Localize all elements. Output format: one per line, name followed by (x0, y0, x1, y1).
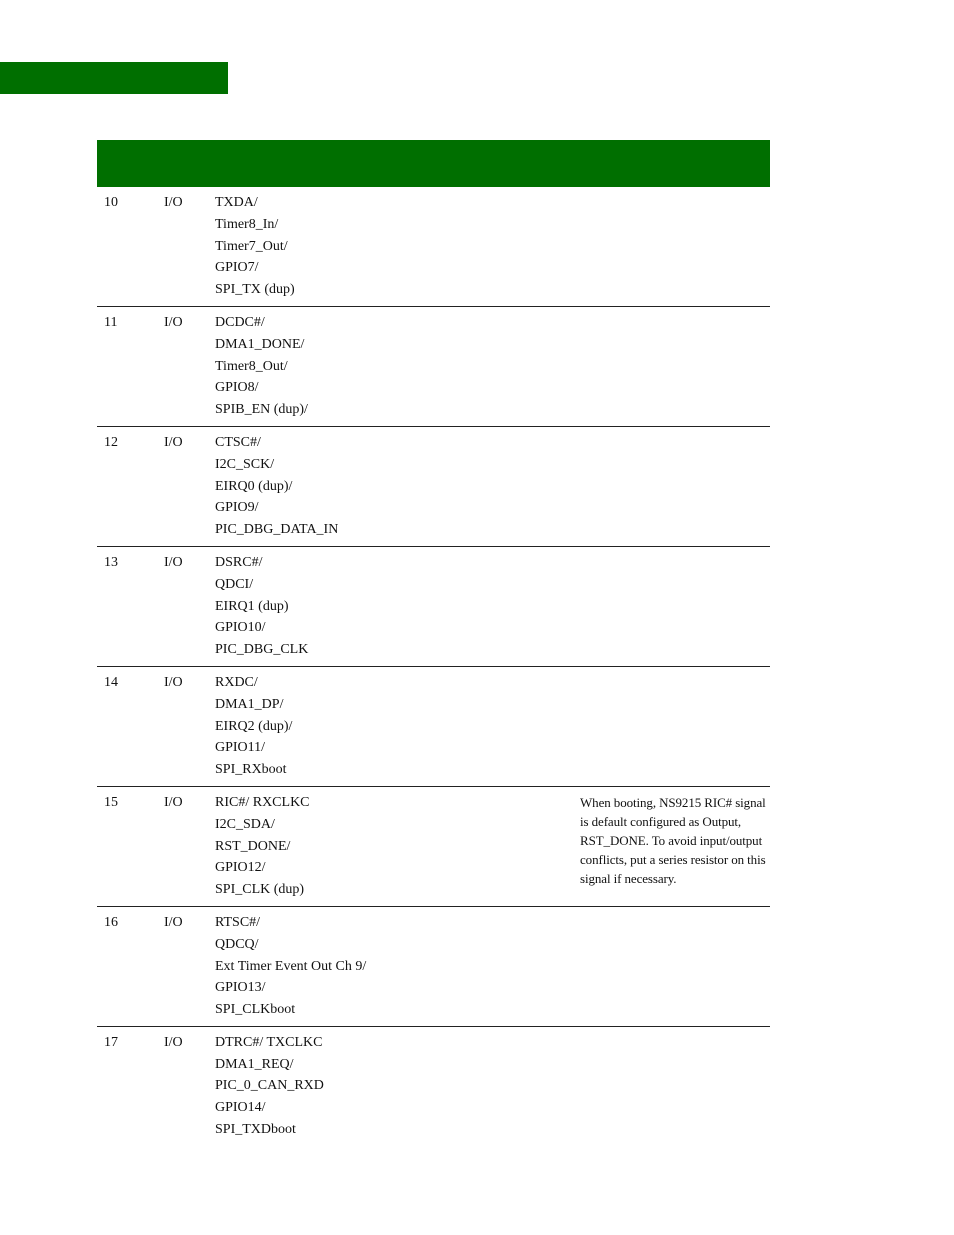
pin-io-type: I/O (164, 914, 183, 930)
signal-list (215, 672, 555, 781)
signal-name: Timer7_Out/ (215, 238, 288, 254)
signal-list (215, 912, 555, 1021)
pin-io-type: I/O (164, 434, 183, 450)
pin-number: 15 (104, 794, 118, 810)
signal-name: RTSC#/ (215, 914, 261, 930)
pin-number: 17 (104, 1034, 118, 1050)
signal-name: GPIO7/ (215, 260, 259, 276)
pin-number: 16 (104, 914, 118, 930)
table-body (97, 187, 770, 1146)
signal-name: RST_DONE/ (215, 838, 291, 854)
signal-list (215, 192, 555, 301)
signal-name: PIC_DBG_CLK (215, 642, 309, 658)
signal-name: DMA1_DONE/ (215, 336, 305, 352)
signal-name: I2C_SCK/ (215, 456, 275, 472)
signal-list (215, 552, 555, 661)
signal-name: GPIO11/ (215, 740, 266, 756)
signal-list (215, 432, 555, 541)
signal-name: SPI_RXboot (215, 762, 287, 778)
signal-name: CTSC#/ (215, 434, 261, 450)
pin-number: 13 (104, 554, 118, 570)
signal-name: Timer8_Out/ (215, 358, 288, 374)
signal-name: TXDA/ (215, 195, 258, 210)
signal-name: DSRC#/ (215, 554, 263, 570)
signal-name: RIC#/ RXCLKC (215, 794, 310, 810)
pin-number: 12 (104, 434, 118, 450)
signal-name: GPIO8/ (215, 380, 259, 396)
table-row (97, 547, 770, 667)
signal-name: QDCI/ (215, 576, 254, 592)
signal-name: GPIO9/ (215, 500, 259, 516)
signal-name: SPIB_EN (dup)/ (215, 402, 308, 418)
pin-number: 11 (104, 314, 118, 330)
table-row (97, 187, 770, 307)
signal-name: I2C_SDA/ (215, 816, 275, 832)
signal-name: DCDC#/ (215, 314, 265, 330)
pin-io-type: I/O (164, 195, 183, 210)
pin-note: When booting, NS9215 RIC# signal is default configured as Output, RST_DONE. To avoid input/output conflicts, put a series resistor on this signal if necessary. (580, 794, 766, 886)
table-row (97, 907, 770, 1027)
signal-list (215, 792, 555, 901)
signal-name: EIRQ2 (dup)/ (215, 718, 293, 734)
signal-name: SPI_TXDboot (215, 1122, 296, 1138)
pin-number: 14 (104, 674, 118, 690)
signal-name: GPIO14/ (215, 1100, 266, 1116)
signal-name: PIC_0_CAN_RXD (215, 1078, 324, 1094)
signal-name: GPIO12/ (215, 860, 266, 876)
pin-io-type: I/O (164, 1034, 183, 1050)
signal-name: Timer8_In/ (215, 216, 279, 232)
pin-io-type: I/O (164, 314, 183, 330)
table-row (97, 667, 770, 787)
signal-name: DMA1_REQ/ (215, 1056, 294, 1072)
table-row (97, 1027, 770, 1146)
pin-io-type: I/O (164, 674, 183, 690)
table-header-bar (97, 140, 770, 187)
signal-name: PIC_DBG_DATA_IN (215, 522, 339, 538)
signal-list (215, 312, 555, 421)
signal-name: QDCQ/ (215, 936, 259, 952)
signal-name: RXDC/ (215, 674, 258, 690)
pin-io-type: I/O (164, 554, 183, 570)
signal-name: SPI_TX (dup) (215, 282, 295, 298)
pin-number: 10 (104, 195, 118, 210)
signal-name: SPI_CLKboot (215, 1002, 296, 1018)
signal-name: DTRC#/ TXCLKC (215, 1034, 323, 1050)
signal-name: GPIO13/ (215, 980, 266, 996)
pin-io-type: I/O (164, 794, 183, 810)
table-row (97, 787, 770, 907)
pin-table (97, 140, 770, 1146)
signal-name: DMA1_DP/ (215, 696, 284, 712)
table-row (97, 307, 770, 427)
signal-name: SPI_CLK (dup) (215, 882, 305, 898)
signal-name: EIRQ0 (dup)/ (215, 478, 293, 494)
signal-name: GPIO10/ (215, 620, 266, 636)
section-header-tab (0, 62, 228, 94)
signal-name: EIRQ1 (dup) (215, 598, 289, 614)
table-row (97, 427, 770, 547)
signal-list (215, 1032, 555, 1141)
signal-name: Ext Timer Event Out Ch 9/ (215, 958, 367, 974)
